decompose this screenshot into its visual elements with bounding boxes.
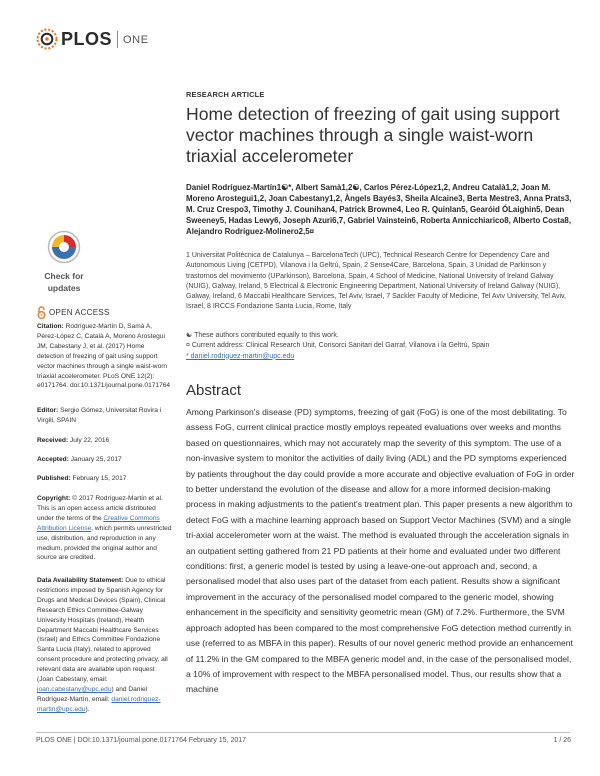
page-number: 1 / 26 xyxy=(553,737,571,744)
article-type: RESEARCH ARTICLE xyxy=(186,90,265,99)
data-availability-mid: ) and Daniel Rodríguez-Martín, email: xyxy=(37,685,148,703)
abstract-text: Among Parkinson's disease (PD) symptoms, freezing of gait (FoG) is one of the most debilitating. To assess FoG, current clinical practice mostly employs repeated evaluations over weeks and months based on questionnaires, which may not accurately map the severity of this symptom. The use of a non-invasive system to monitor the activities of daily living (ADL) and the PD symptoms experienced by patients throughout the day could provide a more accurate and objective evaluation of FoG in order to better understand the evolution of the disease and allow for a more informed decision-making process in making adjustments to the patient's treatment plan. This paper presents a new algorithm to detect FoG with a machine learning approach based on Support Vector Machines (SVM) and a single tri-axial accelerometer worn at the waist. The method is evaluated through the acceleration signals in an outpatient setting gathered from 21 PD patients at their home and evaluated under two different conditions: first, a generic model is tested by using a leave-one-out approach and, second, a personalised model that also uses part of the dataset from each patient. Results show a significant improvement in the accuracy of the personalised model compared to the generic model, showing enhancement in the specificity and sensitivity geometric mean (GM) of 7.2%. Furthermore, the SVM approach adopted has been compared to the most comprehensive FoG detection method currently in use (referred to as MBFA in this paper). Results of our novel generic method provide an enhancement of 11.2% in the GM compared to the MBFA generic model and, in the case of the personalised model, a 10% of improvement with respect to the MBFA personalised model. Thus, our results show that a machine xyxy=(186,407,575,695)
plos-logo-icon xyxy=(36,28,58,50)
accepted-block xyxy=(37,455,172,465)
affiliations: 1 Universitat Politècnica de Catalunya – BarcelonaTech (UPC), Technical Research Centre for Dependency Care and Autonomous Living (CETPD), Vilanova i la Geltrú, Spain, 2 Sense4Care, Barcelona, Spain, 3 Unidad de Parkinson y trastornos del movimiento (UParkinson), Barcelona, Spain, 4 School of Medicine, National University of Ireland Galway (NUIG), Galway, Ireland, 5 Electrical & Electronic Engineering Department, National University of Ireland Galway (NUIG), Galway, Ireland, 6 Maccabi Healthcare Services, Tel Aviv, Israel, 7 Sackler Faculty of Medicine, Tel Aviv University, Tel Aviv, Israel, 8 IRCCS Fondazione Santa Lucia, Rome, Italy xyxy=(186,252,566,311)
data-availability-text: Due to ethical restrictions imposed by Spanish Agency for Drugs and Medical Devices (Spain), Clinical Research Ethics Committee-Galway University Hospitals (Ireland), Health Department Maccabi Healthcare Services (Israel) and Ethics Committee Fondazione Santa Lucia (Italy), related to approved consent procedure and protecting privacy, all relevant data are available upon request (Joan Cabestany, email: xyxy=(37,577,168,684)
received-label: Received: xyxy=(37,437,69,444)
author-notes xyxy=(186,331,578,362)
editor-label: Editor: xyxy=(37,407,59,414)
license-link[interactable]: Creative Commons Attribution License xyxy=(37,514,160,532)
citation-block xyxy=(37,322,172,391)
check-for-updates-badge[interactable] xyxy=(39,230,89,293)
copyright-text-end: , which permits unrestricted use, distribution, and reproduction in any medium, provided the original author and source are credited. xyxy=(37,524,172,562)
data-availability-end: ). xyxy=(85,705,90,713)
author-email-link[interactable]: daniel.rodriguez-martin@upc.edu xyxy=(37,695,161,713)
crossmark-icon xyxy=(47,230,81,264)
open-access-text: OPEN ACCESS xyxy=(49,308,110,317)
copyright-block xyxy=(37,494,172,563)
badge-line1: Check for xyxy=(44,271,84,281)
data-availability-label: Data Availability Statement: xyxy=(37,577,124,584)
data-availability-block xyxy=(37,576,172,715)
badge-line2: updates xyxy=(47,283,81,293)
published-text: February 15, 2017 xyxy=(72,475,127,482)
open-access-lock-icon xyxy=(37,306,46,319)
accepted-text: January 25, 2017 xyxy=(70,456,122,463)
open-access-label xyxy=(37,306,110,319)
abstract-heading: Abstract xyxy=(186,382,242,399)
accepted-label: Accepted: xyxy=(37,456,69,463)
equal-contribution-note: ☯ These authors contributed equally to this work. xyxy=(186,332,339,339)
received-block xyxy=(37,436,172,446)
published-label: Published: xyxy=(37,475,71,482)
published-block xyxy=(37,474,172,484)
received-text: July 22, 2016 xyxy=(70,437,110,444)
citation-text: Rodríguez-Martín D, Samà A, Pérez-López C, Català A, Moreno Arostegui JM, Cabestany J, et al. (2017) Home detection of freezing of gait using support vector machines through a single waist-worn triaxial accelerometer. PLoS ONE 12(2): e0171764. doi:10.1371/journal.pone.0171764 xyxy=(37,323,171,390)
author-list: Daniel Rodríguez-Martín1☯*, Albert Samà1,2☯, Carlos Pérez-López1,2, Andreu Català1,2, Joan M. Moreno Arostegui1,2, Joan Cabestany1,2, Àngels Bayés3, Sheila Alcaine3, Berta Mestre3, Anna Prats3, M. Cruz Crespo3, Timothy J. Counihan4, Patrick Browne4, Leo R. Quinlan5, Gearóid ÓLaighin5, Dean Sweeney5, Hadas Lewy6, Joseph Azuri6,7, Gabriel Vainstein6, Roberta Annicchiarico8, Alberto Costa8, Alejandro Rodríguez-Molinero2,5¤ xyxy=(186,183,572,236)
contact-email-link[interactable]: joan.cabestany@upc.edu xyxy=(37,685,112,693)
logo-divider xyxy=(117,31,118,48)
corresponding-email-link[interactable]: * daniel.rodriguez-martin@upc.edu xyxy=(186,352,295,360)
article-title: Home detection of freezing of gait using support vector machines through a single waist-worn triaxial accelerometer xyxy=(186,104,560,166)
editor-text: Sergio Gómez, Universitat Rovira i Virgili, SPAIN xyxy=(37,407,162,424)
citation-label: Citation: xyxy=(37,323,64,330)
footer-divider xyxy=(36,732,570,733)
editor-block xyxy=(37,406,172,426)
brand-name: PLOS xyxy=(61,28,113,49)
copyright-text: © 2017 Rodríguez-Martín et al. This is an open access article distributed under the terms of the xyxy=(37,495,163,522)
footer-citation: PLOS ONE | DOI:10.1371/journal.pone.0171764 February 15, 2017 xyxy=(36,737,247,744)
current-address-note: ¤ Current address: Clinical Research Unit, Consorci Sanitari del Garraf, Vilanova i la Geltrú, Spain xyxy=(186,342,490,350)
journal-logo xyxy=(36,27,149,51)
journal-name: ONE xyxy=(123,34,149,46)
copyright-label: Copyright: xyxy=(37,495,71,502)
